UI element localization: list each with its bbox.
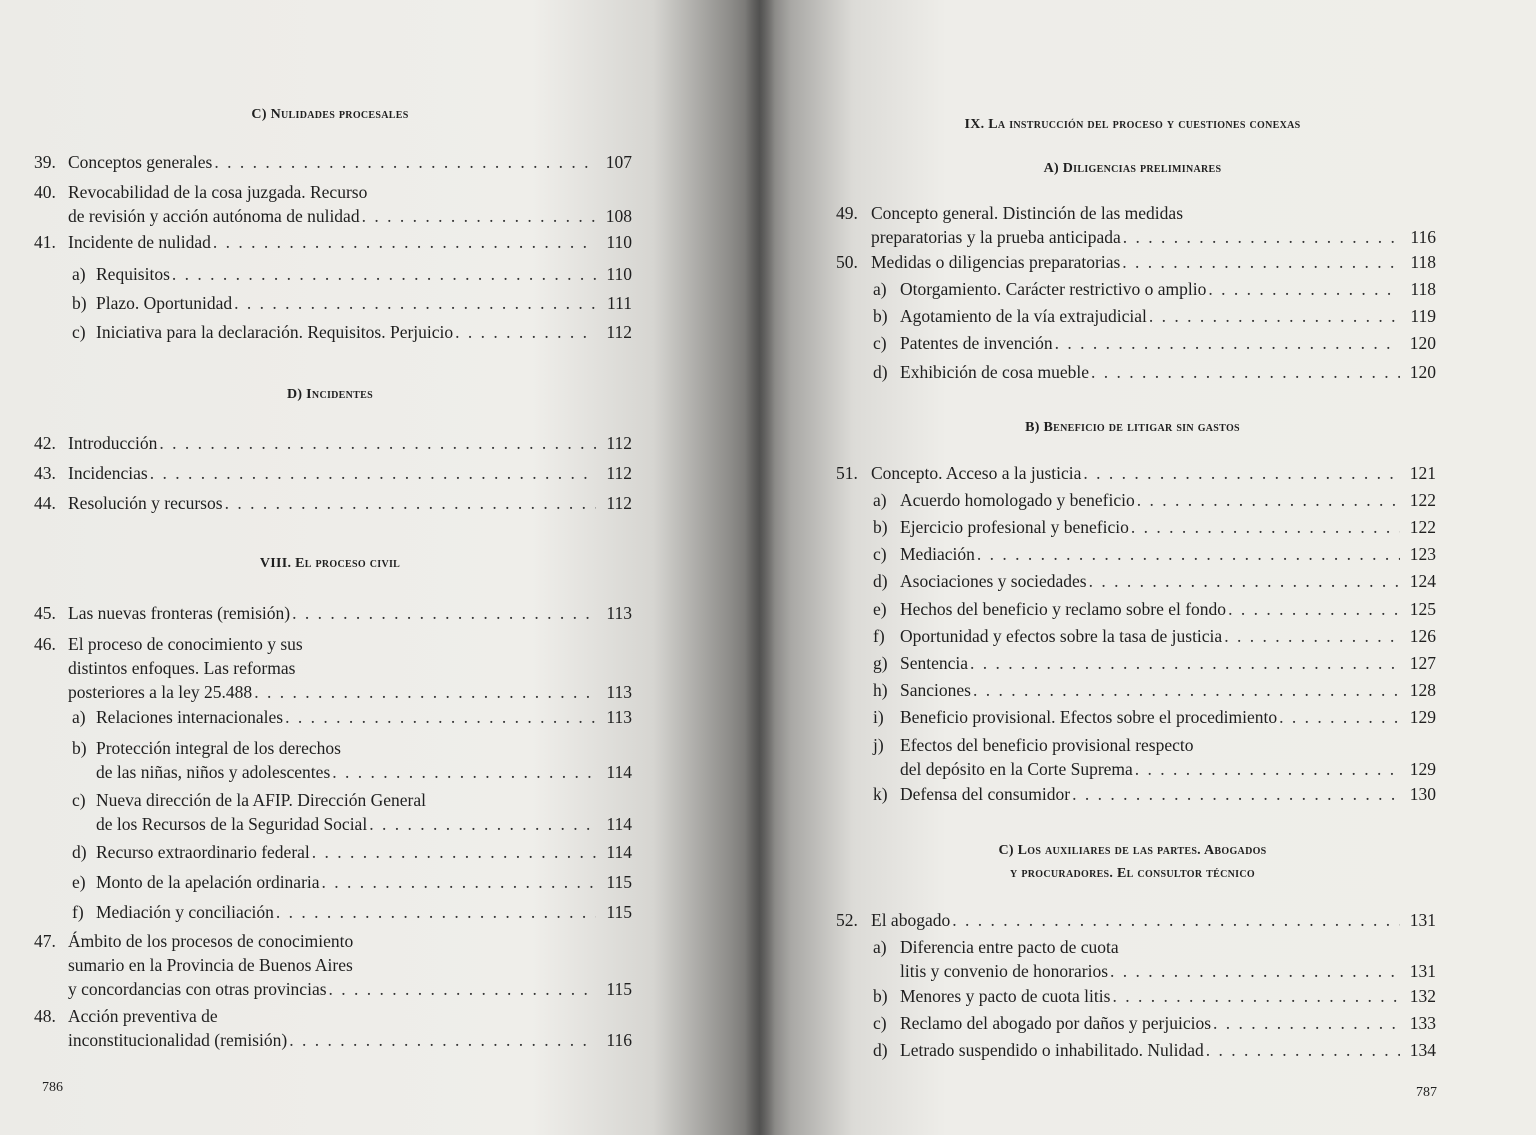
leader-dots: [1137, 488, 1400, 512]
entry-number: a): [72, 707, 86, 727]
entry-text-line: Medidas o diligencias preparatorias: [871, 252, 1121, 272]
entry-page-number: 122: [1409, 517, 1436, 537]
leader-dots: [977, 542, 1400, 566]
entry-page-number: 112: [606, 322, 632, 342]
entry-page-number: 123: [1409, 544, 1436, 564]
entry-text-line: Revocabilidad de la cosa juzgada. Recurso: [68, 182, 368, 202]
entry-page-number: 119: [1410, 306, 1436, 326]
entry-text-line: inconstitucionalidad (remisión): [68, 1030, 288, 1050]
toc-entry: [72, 840, 632, 864]
entry-text-line: El proceso de conocimiento y sus: [68, 634, 303, 654]
entry-page-number: 115: [606, 872, 632, 892]
entry-page-number: 133: [1409, 1013, 1436, 1033]
entry-number: 46.: [34, 634, 56, 654]
entry-text-line: Incidencias: [68, 463, 148, 483]
entry-last-line: [68, 204, 632, 228]
entry-last-line: [900, 277, 1436, 301]
entry-page-number: 125: [1409, 599, 1436, 619]
entry-text-line: Menores y pacto de cuota litis: [900, 986, 1111, 1006]
entry-last-line: [900, 597, 1436, 621]
entry-page-number: 111: [607, 293, 632, 313]
leader-dots: [1083, 461, 1400, 485]
leader-dots: [369, 812, 596, 836]
entry-last-line: [96, 262, 632, 286]
entry-page-number: 112: [606, 433, 632, 453]
entry-page-number: 130: [1409, 784, 1436, 804]
section-title: IX. La instrucción del proceso y cuestiones conexas: [964, 117, 1301, 132]
entry-text-line: Ejercicio profesional y beneficio: [900, 517, 1129, 537]
entry-text-line: Concepto. Acceso a la justicia: [871, 463, 1082, 483]
leader-dots: [312, 840, 596, 864]
toc-entry: [873, 488, 1436, 512]
leader-dots: [332, 760, 596, 784]
section-title: D) Incidentes: [287, 387, 373, 402]
toc-entry: [34, 1004, 632, 1052]
toc-entry: [873, 597, 1436, 621]
entry-number: a): [873, 937, 887, 957]
entry-page-number: 116: [1410, 227, 1436, 247]
toc-entry: [836, 250, 1436, 274]
entry-last-line: [871, 908, 1436, 932]
entry-text-line: Otorgamiento. Carácter restrictivo o amplio: [900, 279, 1207, 299]
entry-page-number: 120: [1409, 333, 1436, 353]
entry-text-line: Resolución y recursos: [68, 493, 223, 513]
entry-page-number: 115: [606, 902, 632, 922]
leader-dots: [254, 680, 596, 704]
entry-last-line: [68, 461, 632, 485]
leader-dots: [1213, 1011, 1400, 1035]
leader-dots: [285, 705, 596, 729]
leader-dots: [973, 678, 1400, 702]
entry-number: h): [873, 680, 888, 700]
entry-text-line: Conceptos generales: [68, 152, 213, 172]
entry-last-line: [871, 225, 1436, 249]
entry-page-number: 118: [1410, 252, 1436, 272]
entry-last-line: [900, 757, 1436, 781]
leader-dots: [1055, 331, 1400, 355]
entry-text-line: Letrado suspendido o inhabilitado. Nulidad: [900, 1040, 1204, 1060]
entry-number: 52.: [836, 910, 858, 930]
entry-page-number: 120: [1409, 362, 1436, 382]
entry-text-line: Mediación: [900, 544, 975, 564]
entry-page-number: 116: [606, 1030, 632, 1050]
entry-text-line: Mediación y conciliación: [96, 902, 274, 922]
entry-text-line: Incidente de nulidad: [68, 232, 211, 252]
entry-number: 44.: [34, 493, 56, 513]
entry-page-number: 113: [606, 603, 632, 623]
entry-page-number: 121: [1409, 463, 1436, 483]
toc-entry: [34, 230, 632, 254]
entry-number: e): [873, 599, 887, 619]
entry-page-number: 132: [1409, 986, 1436, 1006]
entry-text-line: Recurso extraordinario federal: [96, 842, 310, 862]
leader-dots: [970, 651, 1400, 675]
entry-last-line: [96, 760, 632, 784]
entry-text-line: Nueva dirección de la AFIP. Dirección General: [96, 790, 426, 810]
leader-dots: [362, 204, 596, 228]
entry-text-line: Diferencia entre pacto de cuota: [900, 937, 1119, 957]
entry-text-line: distintos enfoques. Las reformas: [68, 658, 296, 678]
entry-text-line: Sentencia: [900, 653, 969, 673]
entry-page-number: 107: [605, 152, 632, 172]
entry-last-line: [96, 870, 632, 894]
leader-dots: [1208, 277, 1400, 301]
entry-number: e): [72, 872, 86, 892]
entry-last-line: [900, 569, 1436, 593]
toc-entry: [873, 1038, 1436, 1062]
entry-number: b): [873, 306, 888, 326]
entry-last-line: [900, 705, 1436, 729]
entry-text-line: preparatorias y la prueba anticipada: [871, 227, 1121, 247]
entry-last-line: [68, 1028, 632, 1052]
entry-page-number: 122: [1409, 490, 1436, 510]
entry-text-line: Acción preventiva de: [68, 1006, 218, 1026]
toc-entry: [836, 201, 1436, 249]
entry-page-number: 131: [1409, 961, 1436, 981]
entry-page-number: 124: [1409, 571, 1436, 591]
toc-entry: [873, 304, 1436, 328]
toc-entry: [873, 935, 1436, 983]
leader-dots: [1149, 304, 1400, 328]
section-title: C) Nulidades procesales: [251, 107, 409, 122]
toc-entry: [836, 908, 1436, 932]
entry-last-line: [68, 680, 632, 704]
entry-page-number: 113: [606, 682, 632, 702]
entry-number: d): [873, 571, 888, 591]
toc-entry: [836, 461, 1436, 485]
leader-dots: [1112, 984, 1400, 1008]
toc-entry: [34, 491, 632, 515]
toc-entry: [873, 984, 1436, 1008]
entry-text-line: Efectos del beneficio provisional respecto: [900, 735, 1194, 755]
entry-last-line: [900, 678, 1436, 702]
entry-last-line: [900, 1011, 1436, 1035]
entry-number: d): [72, 842, 87, 862]
entry-last-line: [68, 601, 632, 625]
leader-dots: [1122, 250, 1400, 274]
entry-last-line: [68, 491, 632, 515]
entry-text-line: Patentes de invención: [900, 333, 1053, 353]
toc-entry: [72, 788, 632, 836]
section-title: C) Los auxiliares de las partes. Abogados: [998, 843, 1267, 858]
toc-entry: [873, 515, 1436, 539]
toc-entry: [34, 431, 632, 455]
leader-dots: [159, 431, 596, 455]
toc-entry: [873, 569, 1436, 593]
entry-number: a): [873, 490, 887, 510]
toc-entry: [34, 632, 632, 704]
leader-dots: [1228, 597, 1400, 621]
entry-text-line: Defensa del consumidor: [900, 784, 1071, 804]
entry-page-number: 129: [1409, 707, 1436, 727]
entry-text-line: del depósito en la Corte Suprema: [900, 759, 1133, 779]
toc-entry: [34, 150, 632, 174]
entry-number: 51.: [836, 463, 858, 483]
entry-page-number: 114: [606, 814, 632, 834]
left-page-number: 786: [42, 1080, 63, 1095]
entry-text-line: sumario en la Provincia de Buenos Aires: [68, 955, 353, 975]
entry-number: b): [72, 738, 87, 758]
entry-last-line: [900, 488, 1436, 512]
toc-entry: [34, 180, 632, 228]
entry-number: g): [873, 653, 888, 673]
leader-dots: [234, 291, 596, 315]
entry-text-line: Beneficio provisional. Efectos sobre el procedimiento: [900, 707, 1278, 727]
toc-entry: [72, 736, 632, 784]
entry-text-line: Iniciativa para la declaración. Requisitos. Perjuicio: [96, 322, 454, 342]
leader-dots: [1135, 757, 1400, 781]
entry-number: d): [873, 362, 888, 382]
entry-number: c): [873, 333, 887, 353]
entry-page-number: 114: [606, 842, 632, 862]
toc-entry: [34, 929, 632, 1001]
leader-dots: [172, 262, 596, 286]
entry-last-line: [96, 812, 632, 836]
entry-text-line: Agotamiento de la vía extrajudicial: [900, 306, 1147, 326]
entry-text-line: Requisitos: [96, 264, 170, 284]
entry-text-line: litis y convenio de honorarios: [900, 961, 1109, 981]
book-gutter: [745, 0, 775, 1135]
entry-text-line: El abogado: [871, 910, 951, 930]
leader-dots: [1224, 624, 1400, 648]
leader-dots: [1091, 360, 1400, 384]
leader-dots: [289, 1028, 596, 1052]
entry-page-number: 127: [1409, 653, 1436, 673]
leader-dots: [150, 461, 596, 485]
entry-page-number: 108: [605, 206, 632, 226]
entry-text-line: de los Recursos de la Seguridad Social: [96, 814, 368, 834]
entry-last-line: [900, 304, 1436, 328]
entry-page-number: 110: [606, 232, 632, 252]
toc-entry: [72, 291, 632, 315]
toc-entry: [873, 542, 1436, 566]
section-title: B) Beneficio de litigar sin gastos: [1025, 420, 1240, 435]
toc-entry: [72, 705, 632, 729]
toc-entry: [873, 331, 1436, 355]
toc-entry: [873, 782, 1436, 806]
entry-text-line: Introducción: [68, 433, 158, 453]
entry-last-line: [68, 150, 632, 174]
leader-dots: [1279, 705, 1400, 729]
entry-last-line: [96, 320, 632, 344]
entry-number: c): [72, 790, 86, 810]
entry-text-line: Acuerdo homologado y beneficio: [900, 490, 1135, 510]
toc-entry: [72, 320, 632, 344]
entry-page-number: 113: [606, 707, 632, 727]
entry-page-number: 114: [606, 762, 632, 782]
entry-number: 49.: [836, 203, 858, 223]
entry-number: f): [873, 626, 885, 646]
entry-last-line: [96, 840, 632, 864]
leader-dots: [1123, 225, 1400, 249]
entry-last-line: [900, 984, 1436, 1008]
leader-dots: [213, 230, 596, 254]
entry-last-line: [900, 360, 1436, 384]
entry-text-line: y concordancias con otras provincias: [68, 979, 327, 999]
entry-page-number: 115: [606, 979, 632, 999]
entry-text-line: Exhibición de cosa mueble: [900, 362, 1090, 382]
entry-number: j): [873, 735, 884, 755]
entry-text-line: posteriores a la ley 25.488: [68, 682, 253, 702]
entry-number: 43.: [34, 463, 56, 483]
entry-number: 39.: [34, 152, 56, 172]
entry-text-line: Plazo. Oportunidad: [96, 293, 233, 313]
entry-number: d): [873, 1040, 888, 1060]
entry-last-line: [900, 624, 1436, 648]
entry-text-line: Hechos del beneficio y reclamo sobre el fondo: [900, 599, 1227, 619]
leader-dots: [225, 491, 596, 515]
entry-number: c): [873, 544, 887, 564]
entry-number: 40.: [34, 182, 56, 202]
entry-text-line: Asociaciones y sociedades: [900, 571, 1087, 591]
entry-page-number: 112: [606, 463, 632, 483]
entry-text-line: Relaciones internacionales: [96, 707, 284, 727]
toc-entry: [873, 624, 1436, 648]
section-subtitle: A) Diligencias preliminares: [1043, 161, 1222, 176]
entry-page-number: 134: [1409, 1040, 1436, 1060]
entry-last-line: [900, 331, 1436, 355]
toc-entry: [72, 900, 632, 924]
toc-entry: [873, 678, 1436, 702]
entry-last-line: [900, 542, 1436, 566]
toc-entry: [873, 651, 1436, 675]
leader-dots: [1089, 569, 1400, 593]
entry-page-number: 110: [606, 264, 632, 284]
entry-number: a): [873, 279, 887, 299]
entry-last-line: [68, 230, 632, 254]
toc-entry: [873, 360, 1436, 384]
entry-number: c): [72, 322, 86, 342]
leader-dots: [276, 900, 596, 924]
entry-number: f): [72, 902, 84, 922]
entry-last-line: [900, 515, 1436, 539]
toc-entry: [72, 262, 632, 286]
entry-number: 42.: [34, 433, 56, 453]
entry-number: c): [873, 1013, 887, 1033]
section-subtitle: y procuradores. El consultor técnico: [1010, 866, 1255, 881]
toc-entry: [873, 705, 1436, 729]
entry-text-line: Las nuevas fronteras (remisión): [68, 603, 291, 623]
entry-last-line: [96, 900, 632, 924]
toc-entry: [34, 601, 632, 625]
entry-text-line: Protección integral de los derechos: [96, 738, 341, 758]
toc-entry: [873, 277, 1436, 301]
leader-dots: [952, 908, 1400, 932]
leader-dots: [1110, 959, 1400, 983]
leader-dots: [455, 320, 596, 344]
entry-last-line: [900, 651, 1436, 675]
leader-dots: [1072, 782, 1400, 806]
entry-text-line: Oportunidad y efectos sobre la tasa de justicia: [900, 626, 1223, 646]
leader-dots: [329, 977, 596, 1001]
entry-text-line: Sanciones: [900, 680, 971, 700]
entry-text-line: de revisión y acción autónoma de nulidad: [68, 206, 360, 226]
entry-number: 47.: [34, 931, 56, 951]
entry-number: k): [873, 784, 888, 804]
toc-entry: [873, 1011, 1436, 1035]
entry-text-line: Ámbito de los procesos de conocimiento: [68, 931, 354, 951]
entry-last-line: [871, 250, 1436, 274]
entry-number: 48.: [34, 1006, 56, 1026]
entry-last-line: [900, 1038, 1436, 1062]
entry-number: i): [873, 707, 884, 727]
entry-last-line: [96, 705, 632, 729]
entry-text-line: Monto de la apelación ordinaria: [96, 872, 320, 892]
leader-dots: [214, 150, 596, 174]
entry-page-number: 118: [1410, 279, 1436, 299]
entry-page-number: 128: [1409, 680, 1436, 700]
entry-number: b): [873, 986, 888, 1006]
entry-page-number: 129: [1409, 759, 1436, 779]
right-page-number: 787: [1416, 1085, 1437, 1100]
toc-entry: [72, 870, 632, 894]
entry-text-line: de las niñas, niños y adolescentes: [96, 762, 331, 782]
entry-last-line: [871, 461, 1436, 485]
leader-dots: [322, 870, 596, 894]
entry-text-line: Reclamo del abogado por daños y perjuicios: [900, 1013, 1212, 1033]
entry-text-line: Concepto general. Distinción de las medidas: [871, 203, 1184, 223]
entry-last-line: [96, 291, 632, 315]
leader-dots: [292, 601, 596, 625]
section-title: VIII. El proceso civil: [259, 556, 401, 571]
entry-number: 41.: [34, 232, 56, 252]
entry-number: 50.: [836, 252, 858, 272]
entry-last-line: [900, 959, 1436, 983]
entry-number: b): [72, 293, 87, 313]
entry-number: a): [72, 264, 86, 284]
toc-entry: [34, 461, 632, 485]
entry-page-number: 112: [606, 493, 632, 513]
entry-last-line: [900, 782, 1436, 806]
entry-last-line: [68, 431, 632, 455]
leader-dots: [1206, 1038, 1400, 1062]
entry-number: 45.: [34, 603, 56, 623]
entry-number: b): [873, 517, 888, 537]
toc-entry: [873, 733, 1436, 781]
entry-last-line: [68, 977, 632, 1001]
entry-page-number: 131: [1409, 910, 1436, 930]
leader-dots: [1131, 515, 1400, 539]
entry-page-number: 126: [1409, 626, 1436, 646]
